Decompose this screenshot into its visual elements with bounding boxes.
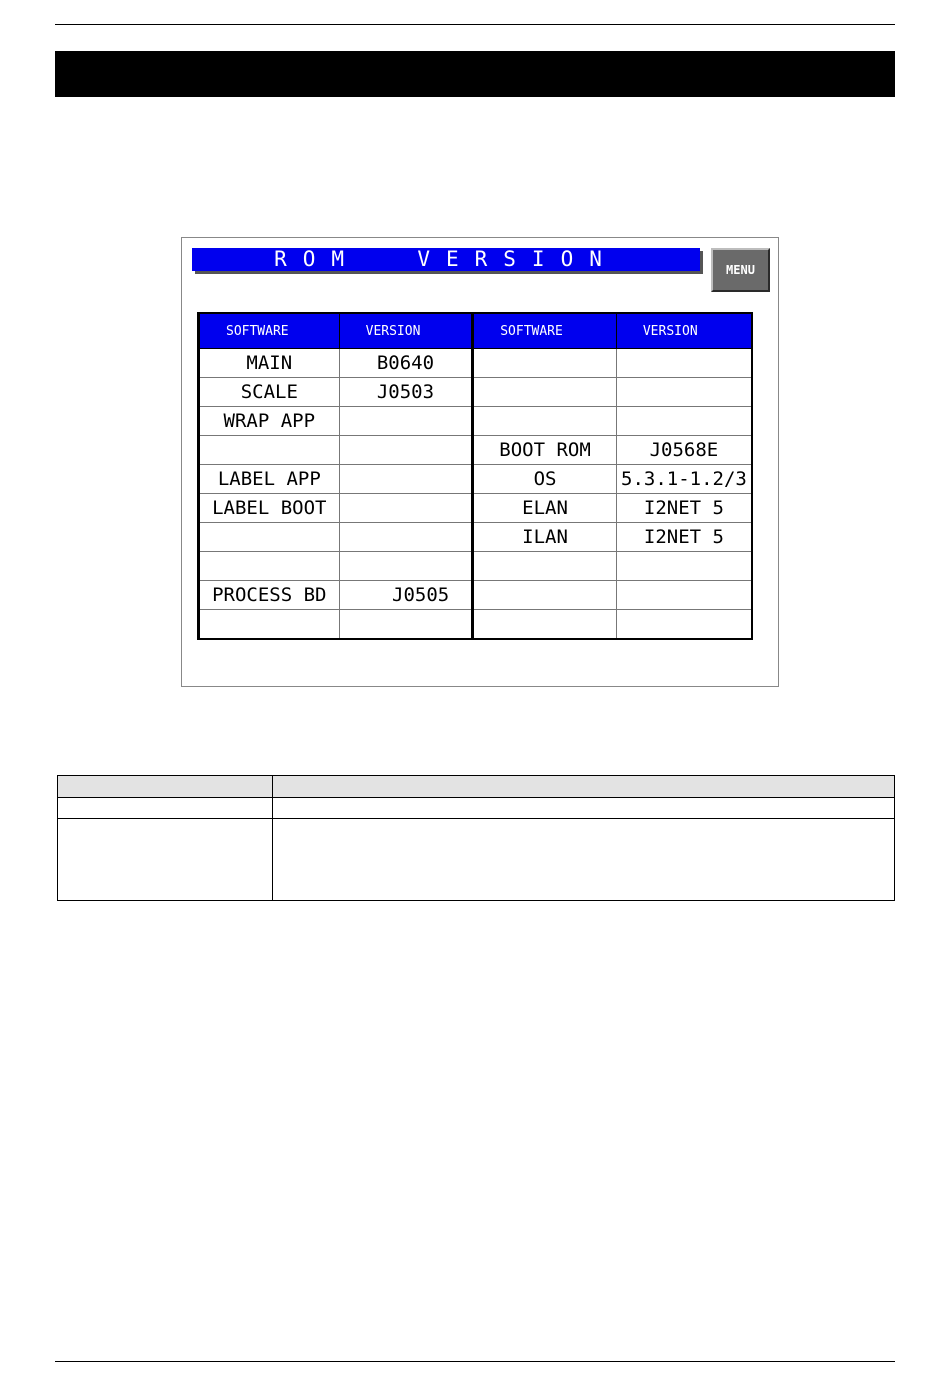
version-cell: I2NET 5 bbox=[616, 494, 752, 523]
software-cell bbox=[473, 552, 617, 581]
description-header-cell bbox=[273, 776, 895, 798]
table-header-row bbox=[199, 313, 753, 349]
software-cell bbox=[473, 378, 617, 407]
description-row bbox=[58, 798, 895, 819]
version-cell bbox=[339, 407, 473, 436]
software-cell: LABEL APP bbox=[199, 465, 340, 494]
software-cell: ILAN bbox=[473, 523, 617, 552]
software-cell bbox=[473, 407, 617, 436]
table-row bbox=[199, 407, 753, 436]
table-row bbox=[199, 523, 753, 552]
column-header-software: SOFTWARE bbox=[473, 313, 617, 349]
software-cell bbox=[473, 581, 617, 610]
screen-title: ROM VERSION bbox=[192, 248, 700, 271]
version-cell: I2NET 5 bbox=[616, 523, 752, 552]
table-row bbox=[199, 378, 753, 407]
top-rule bbox=[55, 24, 895, 25]
software-cell bbox=[199, 523, 340, 552]
table-row bbox=[199, 552, 753, 581]
version-cell: B0640 bbox=[339, 349, 473, 378]
version-cell bbox=[339, 552, 473, 581]
version-cell: J0568E bbox=[616, 436, 752, 465]
rom-version-screen bbox=[181, 237, 779, 687]
software-cell: SCALE bbox=[199, 378, 340, 407]
column-header-version: VERSION bbox=[616, 313, 752, 349]
section-banner bbox=[55, 51, 895, 97]
software-cell bbox=[473, 349, 617, 378]
version-cell bbox=[616, 407, 752, 436]
version-cell: J0505 bbox=[339, 581, 473, 610]
version-cell bbox=[339, 436, 473, 465]
table-row bbox=[199, 494, 753, 523]
version-cell bbox=[339, 523, 473, 552]
description-cell bbox=[58, 798, 273, 819]
software-cell bbox=[199, 610, 340, 640]
description-table bbox=[57, 775, 895, 901]
software-cell: OS bbox=[473, 465, 617, 494]
software-cell: ELAN bbox=[473, 494, 617, 523]
version-cell bbox=[616, 610, 752, 640]
table-row bbox=[199, 436, 753, 465]
version-cell bbox=[339, 610, 473, 640]
software-cell: BOOT ROM bbox=[473, 436, 617, 465]
software-cell: LABEL BOOT bbox=[199, 494, 340, 523]
description-cell bbox=[273, 819, 895, 901]
description-row bbox=[58, 819, 895, 901]
software-cell: MAIN bbox=[199, 349, 340, 378]
description-header-cell bbox=[58, 776, 273, 798]
rom-version-table bbox=[197, 312, 753, 640]
software-cell: PROCESS BD bbox=[199, 581, 340, 610]
bottom-rule bbox=[55, 1361, 895, 1362]
menu-button[interactable]: MENU bbox=[711, 248, 770, 292]
software-cell: WRAP APP bbox=[199, 407, 340, 436]
table-row bbox=[199, 349, 753, 378]
version-cell bbox=[339, 494, 473, 523]
column-header-software: SOFTWARE bbox=[199, 313, 340, 349]
description-cell bbox=[273, 798, 895, 819]
version-cell bbox=[339, 465, 473, 494]
description-cell bbox=[58, 819, 273, 901]
column-header-version: VERSION bbox=[339, 313, 473, 349]
table-row bbox=[199, 581, 753, 610]
software-cell bbox=[199, 552, 340, 581]
version-cell bbox=[616, 378, 752, 407]
version-cell: J0503 bbox=[339, 378, 473, 407]
description-header-row bbox=[58, 776, 895, 798]
software-cell bbox=[473, 610, 617, 640]
table-row bbox=[199, 465, 753, 494]
software-cell bbox=[199, 436, 340, 465]
version-cell bbox=[616, 552, 752, 581]
table-row bbox=[199, 610, 753, 640]
version-cell: 5.3.1-1.2/3 bbox=[616, 465, 752, 494]
version-cell bbox=[616, 581, 752, 610]
version-cell bbox=[616, 349, 752, 378]
